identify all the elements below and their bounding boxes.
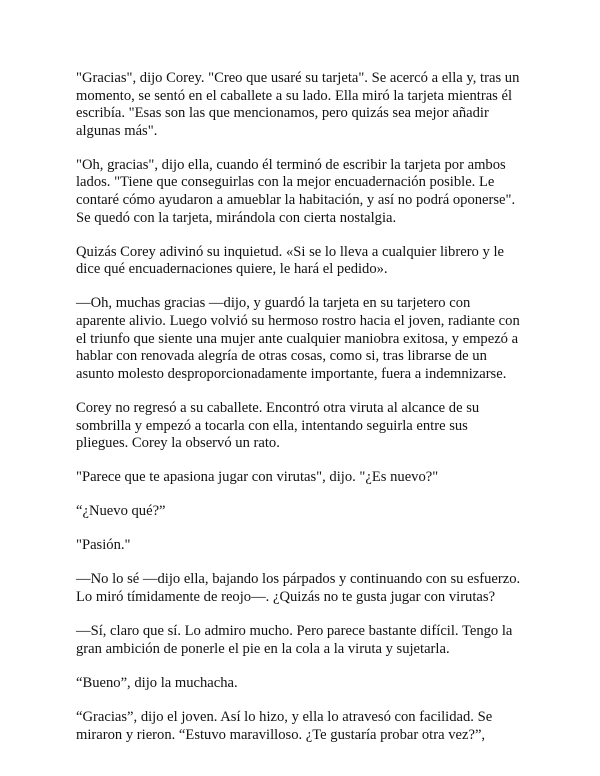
paragraph xyxy=(76,469,546,487)
paragraph xyxy=(76,157,546,227)
text-line: lados. "Tiene que conseguirlas con la mejor encuadernación posible. Le xyxy=(76,174,495,191)
text-line: "Pasión." xyxy=(76,537,131,554)
text-line: pliegues. Corey la observó un rato. xyxy=(76,435,280,452)
paragraph xyxy=(76,503,546,521)
text-line: miraron y rieron. “Estuvo maravilloso. ¿Te gustaría probar otra vez?”, xyxy=(76,726,486,743)
paragraph xyxy=(76,709,546,744)
text-line: hablar con renovada alegría de otras cosas, como si, tras librarse de un xyxy=(76,348,487,365)
text-line: aparente alivio. Luego volvió su hermoso rostro hacia el joven, radiante con xyxy=(76,313,520,330)
text-line: Lo miró tímidamente de reojo—. ¿Quizás no te gusta jugar con virutas? xyxy=(76,589,496,606)
text-line: "Oh, gracias", dijo ella, cuando él terminó de escribir la tarjeta por ambos xyxy=(76,156,506,173)
text-line: “¿Nuevo qué?” xyxy=(76,503,166,520)
paragraph xyxy=(76,537,546,555)
text-line: contaré cómo ayudaron a amueblar la habitación, y así no podrá oponerse". xyxy=(76,192,516,209)
text-line: "Parece que te apasiona jugar con virutas", dijo. "¿Es nuevo?" xyxy=(76,469,439,486)
text-line: gran ambición de ponerle el pie en la cola a la viruta y sujetarla. xyxy=(76,640,450,657)
text-line: —No lo sé —dijo ella, bajando los párpados y continuando con su esfuerzo. xyxy=(76,571,521,588)
text-line: “Bueno”, dijo la muchacha. xyxy=(76,674,238,691)
paragraph xyxy=(76,675,546,693)
paragraph xyxy=(76,70,546,140)
text-line: —Sí, claro que sí. Lo admiro mucho. Pero parece bastante difícil. Tengo la xyxy=(76,623,513,640)
text-line: Corey no regresó a su caballete. Encontró otra viruta al alcance de su xyxy=(76,399,480,416)
paragraph xyxy=(76,400,546,453)
text-line: momento, se sentó en el caballete a su lado. Ella miró la tarjeta mientras él xyxy=(76,87,513,104)
paragraph xyxy=(76,571,546,606)
text-line: el triunfo que siente una mujer ante cualquier maniobra exitosa, y empezó a xyxy=(76,330,519,347)
text-line: escribía. "Esas son las que mencionamos, pero quizás sea mejor añadir xyxy=(76,105,489,122)
text-line: sombrilla y empezó a tocarla con ella, intentando seguirla entre sus xyxy=(76,417,468,434)
paragraph xyxy=(76,295,546,383)
text-line: “Gracias”, dijo el joven. Así lo hizo, y ella lo atravesó con facilidad. Se xyxy=(76,708,493,725)
text-line: Se quedó con la tarjeta, mirándola con cierta nostalgia. xyxy=(76,209,397,226)
text-line: Quizás Corey adivinó su inquietud. «Si se lo lleva a cualquier librero y le xyxy=(76,243,504,260)
paragraph xyxy=(76,244,546,279)
document-page xyxy=(76,70,546,761)
text-line: algunas más". xyxy=(76,122,158,139)
text-line: "Gracias", dijo Corey. "Creo que usaré su tarjeta". Se acercó a ella y, tras un xyxy=(76,70,520,86)
paragraph xyxy=(76,623,546,658)
text-line: asunto molesto desproporcionadamente importante, fuera a indemnizarse. xyxy=(76,365,507,382)
text-line: —Oh, muchas gracias —dijo, y guardó la tarjeta en su tarjetero con xyxy=(76,295,471,312)
text-line: dice qué encuadernaciones quiere, le hará el pedido». xyxy=(76,261,388,278)
